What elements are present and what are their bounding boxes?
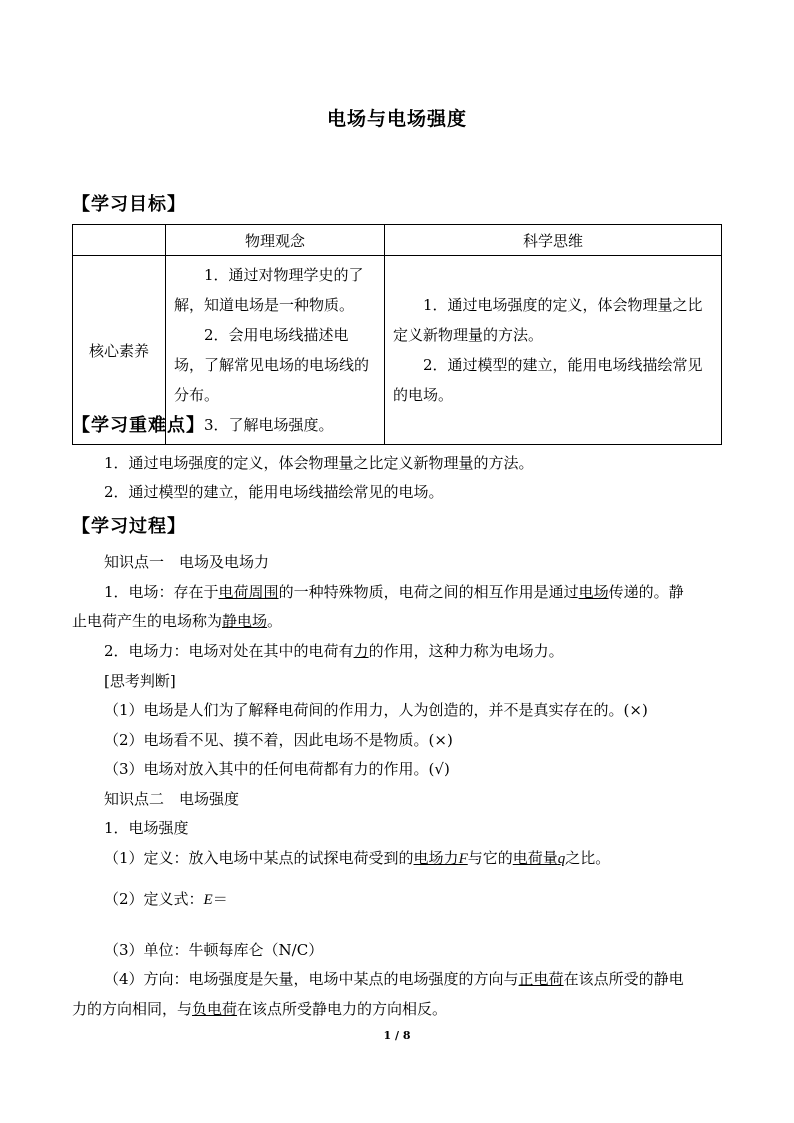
section-heading-process: 【学习过程】 xyxy=(72,516,186,537)
thinking-item: 1．通过电场强度的定义，体会物理量之比定义新物理量的方法。 xyxy=(393,296,703,344)
judgement-item: （2）电场看不见、摸不着，因此电场不是物质。(×) xyxy=(104,731,453,749)
judgement-item: （3）电场对放入其中的任何电荷都有力的作用。(√) xyxy=(104,760,450,778)
direction-line-cont: 力的方向相同，与负电荷在该点所受静电力的方向相反。 xyxy=(72,1000,448,1018)
keypoint-item: 2．通过模型的建立，能用电场线描绘常见的电场。 xyxy=(104,483,444,501)
table-header-science-thinking: 科学思维 xyxy=(385,225,722,256)
knowledge-point-1-heading: 知识点一 电场及电场力 xyxy=(104,553,270,571)
knowledge-point-2-heading: 知识点二 电场强度 xyxy=(104,790,240,808)
blank-answer: 力 xyxy=(353,642,369,660)
blank-answer: 电场力F xyxy=(413,849,468,867)
formula-line: （2）定义式：E＝ xyxy=(104,890,228,908)
thinking-item: 2．通过模型的建立，能用电场线描绘常见的电场。 xyxy=(393,356,703,404)
section-heading-objectives: 【学习目标】 xyxy=(72,194,186,215)
definition-line: （1）定义：放入电场中某点的试探电荷受到的电场力F与它的电荷量q之比。 xyxy=(104,849,611,867)
page-number: 1 / 8 xyxy=(383,1029,411,1042)
section-heading-keypoints: 【学习重难点】 xyxy=(72,415,205,436)
electric-field-paragraph-cont: 止电荷产生的电场称为静电场。 xyxy=(72,612,283,630)
blank-answer: 电荷量q xyxy=(512,849,566,867)
table-header-empty xyxy=(73,225,166,256)
blank-answer: 电场 xyxy=(578,583,609,601)
formula-variable: E xyxy=(203,892,213,908)
row-label-core-literacy: 核心素养 xyxy=(73,256,166,445)
table-header-row xyxy=(73,225,722,256)
field-strength-subheading: 1．电场强度 xyxy=(104,819,189,837)
blank-answer: 电荷周围 xyxy=(218,583,279,601)
concept-item: 1．通过对物理学史的了解，知道电场是一种物质。 xyxy=(174,266,364,314)
electric-force-paragraph: 2．电场力：电场对处在其中的电荷有力的作用，这种力称为电场力。 xyxy=(104,642,564,660)
cell-science-thinking xyxy=(385,256,722,445)
concept-item: 2．会用电场线描述电场，了解常见电场的电场线的分布。 xyxy=(174,326,370,404)
judgement-item: （1）电场是人们为了解释电荷间的作用力，人为创造的，并不是真实存在的。(×) xyxy=(104,701,648,719)
direction-line: （4）方向：电场强度是矢量，电场中某点的电场强度的方向与正电荷在该点所受的静电 xyxy=(104,970,684,988)
think-judge-label: [思考判断] xyxy=(104,672,176,690)
blank-answer: 正电荷 xyxy=(518,970,564,988)
keypoint-item: 1．通过电场强度的定义，体会物理量之比定义新物理量的方法。 xyxy=(104,454,534,472)
page-title: 电场与电场强度 xyxy=(326,108,467,130)
blank-answer: 静电场 xyxy=(222,612,268,630)
concept-item: 3．了解电场强度。 xyxy=(204,416,334,434)
electric-field-paragraph: 1．电场：存在于电荷周围的一种特殊物质，电荷之间的相互作用是通过电场传递的。静 xyxy=(104,583,684,601)
blank-answer: 负电荷 xyxy=(192,1000,238,1018)
table-header-physics-concept: 物理观念 xyxy=(166,225,385,256)
unit-line: （3）单位：牛顿每库仑（N/C） xyxy=(104,941,324,959)
